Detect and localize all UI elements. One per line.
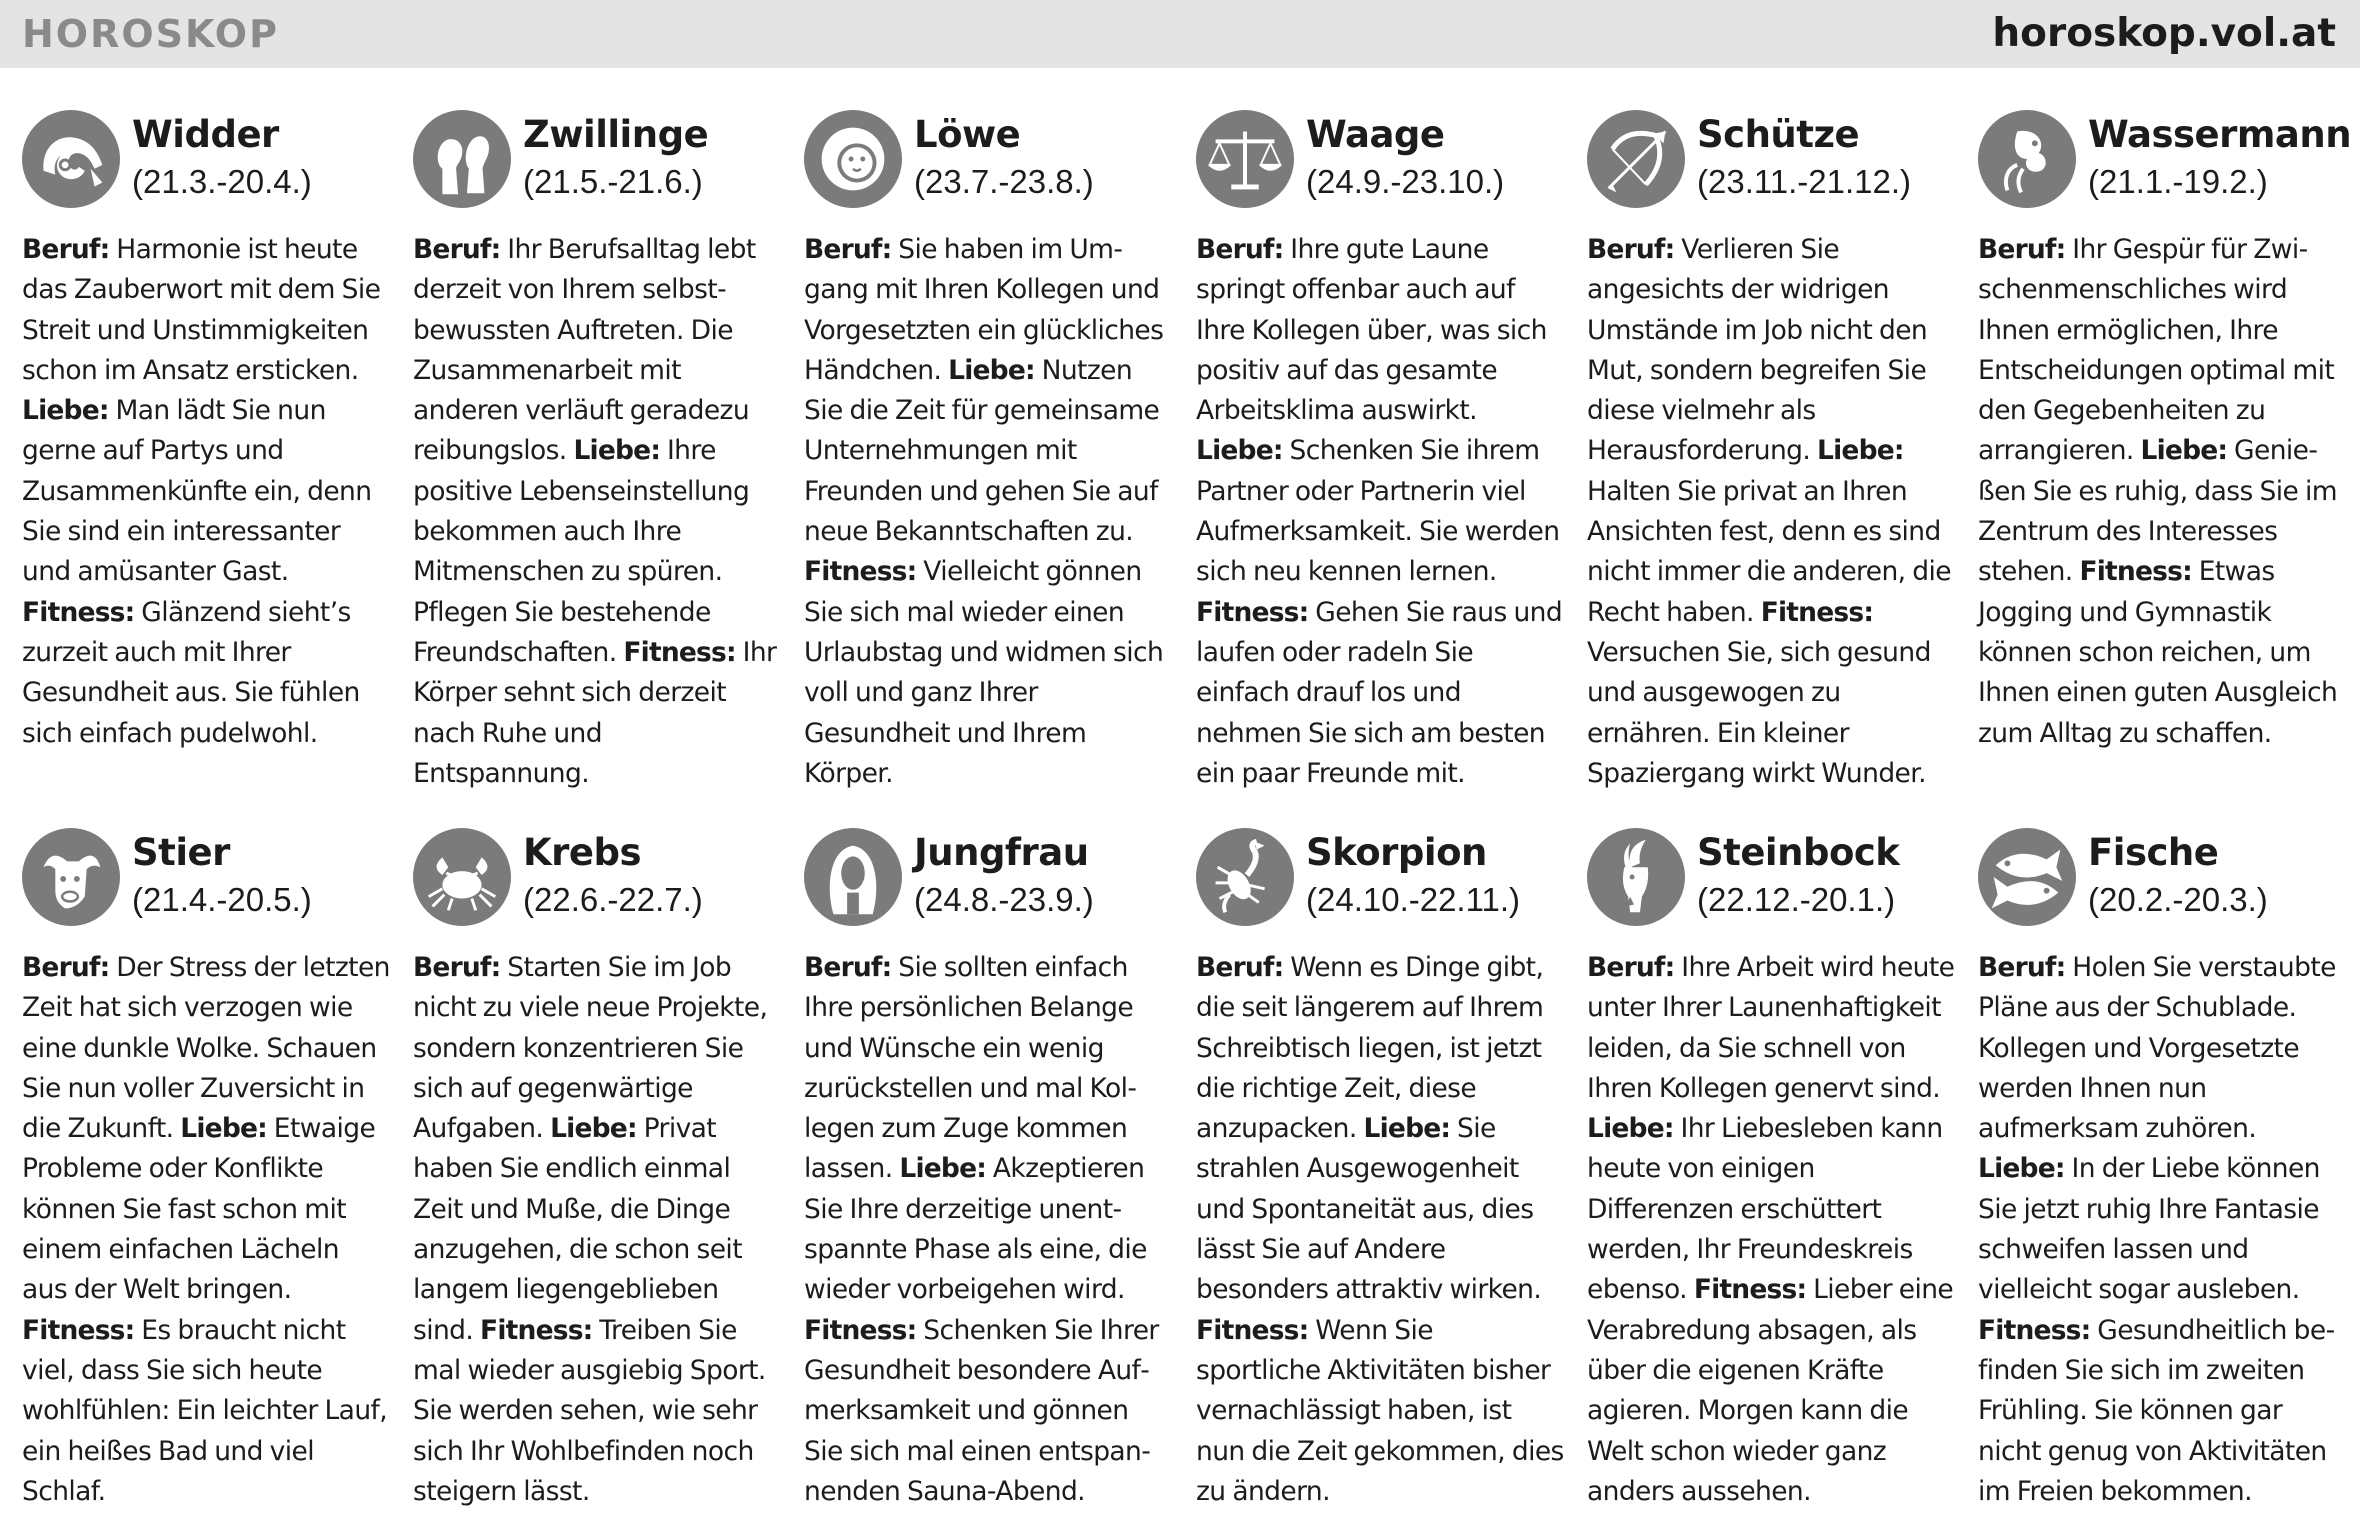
liebe-text: Ihr Liebesleben kann heute von einigen Differenzen erschüttert werden, Ihr Freundeskreis ebenso. bbox=[1587, 1113, 1943, 1306]
sign-dates: (21.3.-20.4.) bbox=[132, 163, 312, 200]
archer-icon bbox=[1587, 110, 1685, 208]
liebe-label: Liebe: bbox=[550, 1113, 637, 1145]
liebe-label: Liebe: bbox=[573, 435, 661, 467]
fitness-text: Ihr Körper sehnt sich derzeit nach Ruhe und Entspannung. bbox=[413, 636, 777, 789]
liebe-label: Liebe: bbox=[22, 395, 109, 427]
sign-loewe bbox=[804, 110, 1172, 794]
horoscope-text bbox=[1196, 948, 1564, 1512]
sign-fische bbox=[1978, 828, 2346, 1512]
sign-wassermann bbox=[1978, 110, 2352, 754]
horoscope-text bbox=[1978, 230, 2346, 754]
fitness-text: Lieber eine Verabredung absagen, als über die eigenen Kräfte agieren. Morgen kann die Welt schon wieder ganz anders aussehen. bbox=[1587, 1274, 1954, 1507]
fitness-label: Fitness: bbox=[623, 636, 736, 668]
beruf-text: Ihre Arbeit wird heute unter Ihrer Launenhaftigkeit leiden, da Sie schnell von Ihren Kollegen genervt sind. bbox=[1587, 952, 1955, 1104]
liebe-text: Sie strahlen Ausgewogenheit und Spontaneität aus, dies lässt Sie auf Andere besonders attraktiv wirken. bbox=[1196, 1113, 1542, 1306]
sign-jungfrau bbox=[804, 828, 1172, 1512]
sign-name: Fische bbox=[2088, 831, 2219, 874]
sign-name: Jungfrau bbox=[914, 831, 1089, 874]
beruf-text: Starten Sie im Job nicht zu viele neue Projekte, sondern konzentrieren Sie sich auf gegenwärtige Aufgaben. bbox=[413, 952, 768, 1145]
liebe-text: Schenken Sie ihrem Partner oder Partnerin viel Aufmerksamkeit. Sie werden sich neu kennen lernen. bbox=[1196, 435, 1560, 588]
beruf-label: Beruf: bbox=[413, 234, 501, 265]
sign-name: Wassermann bbox=[2088, 113, 2352, 156]
liebe-text: Privat haben Sie endlich einmal Zeit und Muße, die Dinge anzugehen, die schon seit langem liegengeblieben sind. bbox=[413, 1113, 742, 1346]
fitness-label: Fitness: bbox=[2079, 556, 2192, 588]
beruf-text: Holen Sie verstaubte Pläne aus der Schublade. Kollegen und Vorgesetzte werden Ihnen nun aufmerksam zuhören. bbox=[1978, 952, 2336, 1145]
beruf-label: Beruf: bbox=[1196, 234, 1284, 265]
liebe-text: Etwaige Probleme oder Konflikte können Sie fast schon mit einem einfachen Lächeln aus der Welt bringen. bbox=[22, 1113, 376, 1306]
fitness-label: Fitness: bbox=[804, 556, 917, 588]
beruf-label: Beruf: bbox=[22, 952, 110, 983]
sign-steinbock bbox=[1587, 828, 1955, 1512]
horoscope-text bbox=[804, 230, 1172, 794]
beruf-text: Verlieren Sie angesichts der widrigen Umstände im Job nicht den Mut, sondern begreifen Sie diese vielmehr als Herausforderung. bbox=[1587, 234, 1928, 467]
fitness-label: Fitness: bbox=[22, 596, 135, 628]
horoscope-text bbox=[413, 948, 781, 1512]
beruf-text: Der Stress der letzten Zeit hat sich verzogen wie eine dunkle Wolke. Schauen Sie nun voller Zuversicht in die Zukunft. bbox=[22, 952, 390, 1145]
fish-icon bbox=[1978, 828, 2076, 926]
beruf-label: Beruf: bbox=[804, 952, 892, 983]
fitness-text: Versuchen Sie, sich gesund und ausgewogen zu ernähren. Ein kleiner Spaziergang wirkt Wunder. bbox=[1587, 636, 1931, 789]
fitness-text: Glänzend sieht’s zurzeit auch mit Ihrer Gesundheit aus. Sie fühlen sich einfach pudelwohl. bbox=[22, 596, 360, 749]
liebe-label: Liebe: bbox=[1978, 1153, 2065, 1185]
horoscope-text bbox=[804, 948, 1172, 1512]
fitness-label: Fitness: bbox=[1196, 1314, 1309, 1346]
beruf-text: Harmonie ist heute das Zauberwort mit dem Sie Streit und Unstimmigkeiten schon im Ansatz ersticken. bbox=[22, 234, 381, 386]
liebe-text: In der Liebe können Sie jetzt ruhig Ihre Fantasie schweifen lassen und vielleicht sogar ausleben. bbox=[1978, 1153, 2320, 1306]
water-bearer-icon bbox=[1978, 110, 2076, 208]
fitness-text: Wenn Sie sportliche Aktivitäten bisher vernachlässigt haben, ist nun die Zeit gekommen, dies zu ändern. bbox=[1196, 1314, 1564, 1507]
horoscope-text bbox=[413, 230, 781, 794]
crab-icon bbox=[413, 828, 511, 926]
sign-waage bbox=[1196, 110, 1564, 794]
sign-name: Steinbock bbox=[1697, 831, 1900, 874]
sign-dates: (21.5.-21.6.) bbox=[523, 163, 703, 200]
ibex-icon bbox=[1587, 828, 1685, 926]
fitness-text: Es braucht nicht viel, dass Sie sich heute wohlfühlen: Ein leichter Lauf, ein heißes Bad und viel Schlaf. bbox=[22, 1314, 388, 1507]
horoscope-text bbox=[1978, 948, 2346, 1512]
fitness-label: Fitness: bbox=[22, 1314, 135, 1346]
lion-icon bbox=[804, 110, 902, 208]
liebe-label: Liebe: bbox=[899, 1153, 987, 1185]
beruf-label: Beruf: bbox=[1978, 952, 2066, 983]
horoscope-text bbox=[22, 230, 390, 754]
liebe-text: Ihre positive Lebenseinstellung bekommen auch Ihre Mitmenschen zu spüren. Pflegen Sie bestehende Freundschaften. bbox=[413, 435, 750, 668]
horoscope-text bbox=[22, 948, 390, 1512]
sign-name: Widder bbox=[132, 113, 279, 156]
fitness-text: Etwas Jogging und Gymnastik können schon reichen, um Ihnen einen guten Ausgleich zum Alltag zu schaffen. bbox=[1978, 556, 2338, 749]
sign-name: Krebs bbox=[523, 831, 642, 874]
beruf-text: Ihr Berufsalltag lebt derzeit von Ihrem selbstbewussten Auftreten. Die Zusammenarbeit mit anderen verläuft geradezu reibungslos. bbox=[413, 234, 756, 467]
sign-dates: (21.4.-20.5.) bbox=[132, 881, 312, 918]
fitness-text: Treiben Sie mal wieder ausgiebig Sport. Sie werden sehen, wie sehr sich Ihr Wohlbefinden noch steigern lässt. bbox=[413, 1314, 766, 1507]
fitness-label: Fitness: bbox=[1760, 596, 1874, 628]
liebe-label: Liebe: bbox=[1196, 435, 1283, 467]
fitness-label: Fitness: bbox=[1978, 1314, 2091, 1346]
virgin-icon bbox=[804, 828, 902, 926]
sign-dates: (24.9.-23.10.) bbox=[1306, 163, 1505, 200]
liebe-label: Liebe: bbox=[1817, 435, 1904, 467]
beruf-label: Beruf: bbox=[1978, 234, 2066, 265]
sign-dates: (24.8.-23.9.) bbox=[914, 881, 1094, 918]
sign-dates: (23.11.-21.12.) bbox=[1697, 163, 1912, 200]
sign-stier bbox=[22, 828, 390, 1512]
beruf-label: Beruf: bbox=[804, 234, 892, 265]
sign-dates: (24.10.-22.11.) bbox=[1306, 881, 1521, 918]
fitness-text: Gehen Sie raus und laufen oder radeln Sie einfach drauf los und nehmen Sie sich am besten ein paar Freunde mit. bbox=[1196, 596, 1563, 789]
beruf-label: Beruf: bbox=[22, 234, 110, 265]
sign-name: Waage bbox=[1306, 113, 1445, 156]
sign-widder bbox=[22, 110, 390, 754]
horoscope-text bbox=[1587, 948, 1955, 1512]
fitness-label: Fitness: bbox=[1693, 1274, 1807, 1306]
scorpion-icon bbox=[1196, 828, 1294, 926]
liebe-label: Liebe: bbox=[948, 354, 1035, 386]
ram-icon bbox=[22, 110, 120, 208]
beruf-text: Sie haben im Umgang mit Ihren Kollegen und Vorgesetzten ein glückliches Händchen. bbox=[804, 234, 1164, 386]
liebe-text: Akzeptieren Sie Ihre derzeitige unentspannte Phase als eine, die wieder vorbeigehen wird. bbox=[804, 1153, 1147, 1306]
fitness-text: Schenken Sie Ihrer Gesundheit besondere Aufmerksamkeit und gönnen Sie sich mal einen entspannenden Sauna-Abend. bbox=[804, 1314, 1159, 1507]
liebe-label: Liebe: bbox=[1587, 1113, 1674, 1145]
section-title: HOROSKOP bbox=[22, 12, 279, 56]
beruf-label: Beruf: bbox=[1587, 234, 1675, 265]
beruf-text: Ihre gute Laune springt offenbar auch auf Ihre Kollegen über, was sich positiv auf das gesamte Arbeitsklima auswirkt. bbox=[1196, 234, 1547, 427]
sign-schuetze bbox=[1587, 110, 1955, 794]
sign-dates: (20.2.-20.3.) bbox=[2088, 881, 2268, 918]
sign-zwillinge bbox=[413, 110, 781, 794]
sign-dates: (23.7.-23.8.) bbox=[914, 163, 1094, 200]
liebe-text: Genießen Sie es ruhig, dass Sie im Zentrum des Interesses stehen. bbox=[1978, 435, 2337, 588]
fitness-label: Fitness: bbox=[480, 1314, 593, 1346]
sign-name: Stier bbox=[132, 831, 230, 874]
horoscope-text bbox=[1587, 230, 1955, 794]
fitness-label: Fitness: bbox=[1196, 596, 1309, 628]
site-url[interactable]: horoskop.vol.at bbox=[1992, 11, 2336, 56]
beruf-label: Beruf: bbox=[1587, 952, 1675, 983]
beruf-text: Sie sollten einfach Ihre persönlichen Belange und Wünsche ein wenig zurückstellen und mal Kollegen zum Zuge kommen lassen. bbox=[804, 952, 1137, 1185]
fitness-text: Gesundheitlich befinden Sie sich im zweiten Frühling. Sie können gar nicht genug von Aktivitäten im Freien bekommen. bbox=[1978, 1314, 2336, 1507]
sign-dates: (22.12.-20.1.) bbox=[1697, 881, 1896, 918]
liebe-text: Nutzen Sie die Zeit für gemeinsame Unternehmungen mit Freunden und gehen Sie auf neue Bekanntschaften zu. bbox=[804, 354, 1160, 548]
sign-skorpion bbox=[1196, 828, 1564, 1512]
liebe-label: Liebe: bbox=[180, 1113, 267, 1145]
sign-name: Skorpion bbox=[1306, 831, 1487, 874]
liebe-label: Liebe: bbox=[2140, 435, 2228, 467]
sign-name: Schütze bbox=[1697, 113, 1860, 156]
bull-icon bbox=[22, 828, 120, 926]
header-bar bbox=[0, 0, 2360, 68]
sign-dates: (21.1.-19.2.) bbox=[2088, 163, 2268, 200]
horoscope-text bbox=[1196, 230, 1564, 794]
sign-name: Zwillinge bbox=[523, 113, 709, 156]
scales-icon bbox=[1196, 110, 1294, 208]
fitness-text: Vielleicht gönnen Sie sich mal wieder einen Urlaubstag und widmen sich voll und ganz Ihrer Gesundheit und Ihrem Körper. bbox=[804, 556, 1164, 789]
beruf-label: Beruf: bbox=[1196, 952, 1284, 983]
liebe-label: Liebe: bbox=[1363, 1113, 1451, 1145]
beruf-text: Wenn es Dinge gibt, die seit längerem auf Ihrem Schreibtisch liegen, ist jetzt die richtige Zeit, diese anzupacken. bbox=[1196, 952, 1544, 1145]
sign-krebs bbox=[413, 828, 781, 1512]
liebe-text: Halten Sie privat an Ihren Ansichten fest, denn es sind nicht immer die anderen, die Recht haben. bbox=[1587, 475, 1951, 628]
twins-icon bbox=[413, 110, 511, 208]
liebe-text: Man lädt Sie nun gerne auf Partys und Zusammenkünfte ein, denn Sie sind ein interessanter und amüsanter Gast. bbox=[22, 395, 372, 588]
sign-dates: (22.6.-22.7.) bbox=[523, 881, 703, 918]
fitness-label: Fitness: bbox=[804, 1314, 917, 1346]
beruf-label: Beruf: bbox=[413, 952, 501, 983]
sign-name: Löwe bbox=[914, 113, 1021, 156]
beruf-text: Ihr Gespür für Zwischenmenschliches wird Ihnen ermöglichen, Ihre Entscheidungen optimal mit den Gegebenheiten zu arrangieren. bbox=[1978, 234, 2335, 467]
